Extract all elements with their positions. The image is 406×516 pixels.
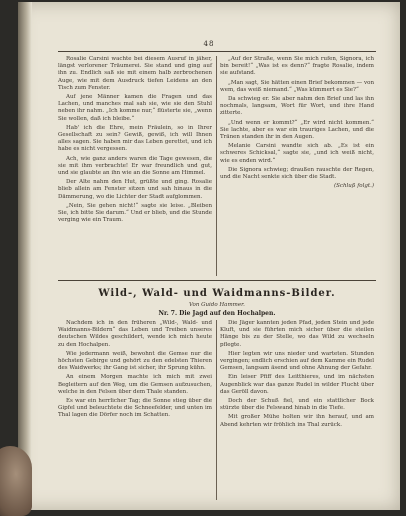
paragraph: Ach, wie ganz anders waren die Tage gewesen, die sie mit ihm verbrachte! Er war freundlich und gut, und sie glaubte an ihn wie an die Sonne am Himmel. xyxy=(58,155,212,177)
page-binding-shadow xyxy=(18,2,32,510)
paragraph: Ein leiser Pfiff des Leitthieres, und im nächsten Augenblick war das ganze Rudel in wilder Flucht über das Geröll davon. xyxy=(220,374,374,395)
paragraph: Auf jene Männer kamen die Fragen und das Lachen, und manches mal sah sie, wie sie den Stuhl neben ihr nahm. „Ich komme nur,“ flüsterte sie, „wenn Sie wollen, daß ich bleibe.“ xyxy=(58,94,212,122)
paragraph: Melanie Carsini wandte sich ab. „Es ist ein schweres Schicksal,“ sagte sie, „und ich weiß nicht, wie es enden wird.“ xyxy=(220,143,374,164)
paragraph: An einem Morgen machte ich mich mit zwei Begleitern auf den Weg, um die Gemsen aufzusuchen, welche in den Felsen über dem Thale standen. xyxy=(58,374,212,395)
section-author: Von Guido Hammer. xyxy=(189,302,245,308)
paragraph: Rosalie Carsini wachte bei diesem Ausruf in jäher, längst verlorener Träumerei. Sie stand und ging auf ihn zu. Endlich saß sie mit einem halb zerbrochenen Auge, wie mit dem Ausdruck tiefen Leidens an den Tisch zum Fenster. xyxy=(58,56,212,91)
paragraph: „Nein, Sie gehen nicht!“ sagte sie leise. „Bleiben Sie, ich bitte Sie darum.“ Und er blieb, und die Stunde verging wie ein Traum. xyxy=(58,202,212,224)
paragraph: „Man sagt, Sie hätten einen Brief bekommen — von wem, das weiß niemand.“ „Was kümmert es Sie?“ xyxy=(220,79,374,93)
top-left-column xyxy=(58,56,212,226)
book-page xyxy=(18,2,400,510)
paragraph: Hier legten wir uns nieder und warteten. Stunden vergingen; endlich erschien auf dem Kamme ein Rudel Gemsen, langsam äsend und ohne Ahnung der Gefahr. xyxy=(220,350,374,372)
paragraph: Mit großer Mühe holten wir ihn herauf, und am Abend kehrten wir fröhlich ins Thal zurück. xyxy=(220,414,374,428)
bottom-right-column xyxy=(220,320,374,500)
header-rule xyxy=(58,51,376,52)
thumb-holding-page xyxy=(0,446,32,516)
bottom-left-column xyxy=(58,320,212,500)
continuation-note: (Schluß folgt.) xyxy=(334,183,374,190)
paragraph: „Und wenn er kommt?“ „Er wird nicht kommen.“ Sie lachte, aber es war ein trauriges Lachen, und die Tränen standen ihr in den Augen. xyxy=(220,119,374,141)
section-title: Wild-, Wald- und Waidmanns-Bilder. xyxy=(98,288,336,299)
paragraph: Wie jedermann weiß, bewohnt die Gemse nur die höchsten Gebirge und gehört zu den edelsten Thieren des Waidwerks; ihr Gang ist sicher, ihr Sprung kühn. xyxy=(58,350,212,372)
section-subtitle: Nr. 7. Die Jagd auf den Hochalpen. xyxy=(158,310,276,317)
paragraph: Es war ein herrlicher Tag; die Sonne stieg über die Gipfel und beleuchtete die Schneefelder, und unten im Thal lagen die Dörfer noch im Schatten. xyxy=(58,398,212,419)
column-divider xyxy=(216,56,217,276)
paragraph: Die Jäger kannten jeden Pfad, jeden Stein und jede Kluft, und sie führten mich sicher über die steilen Hänge bis zu der Stelle, wo das Wild zu wechseln pflegte. xyxy=(220,320,374,348)
page-number: 48 xyxy=(203,40,215,48)
paragraph: Doch der Schuß fiel, und ein stattlicher Bock stürzte über die Felswand hinab in die Tiefe. xyxy=(220,398,374,412)
paragraph: Hab' ich die Ehre, mein Fräulein, so in Ihrer Gesellschaft zu sein? Gewiß, gewiß, ich will Ihnen alles sagen. Sie haben mir das Leben gerettet, und ich habe es nicht vergessen. xyxy=(58,124,212,153)
section-rule xyxy=(58,280,376,281)
paragraph: „Auf der Straße, wenn Sie mich rufen, Signora, ich bin bereit!“ „Was ist es denn?“ fragte Rosalie, indem sie aufstand. xyxy=(220,56,374,77)
paragraph: Nachdem ich in den früheren „Wild-, Wald- und Waidmanns-Bildern“ das Leben und Treiben unseres deutschen Wildes geschildert, wende ich mich heute zu den Hochalpen. xyxy=(58,320,212,348)
column-divider xyxy=(216,320,217,500)
paragraph: Der Alte nahm den Hut, grüßte und ging. Rosalie blieb allein am Fenster sitzen und sah hinaus in die Dämmerung, wo die Lichter der Stadt aufglommen. xyxy=(58,179,212,200)
paragraph: Die Signora schwieg; draußen rauschte der Regen, und die Nacht senkte sich über die Stadt. xyxy=(220,166,374,181)
paragraph: Da schwieg er. Sie aber nahm den Brief und las ihn nochmals, langsam, Wort für Wort, und ihre Hand zitterte. xyxy=(220,96,374,117)
top-right-column xyxy=(220,56,374,190)
